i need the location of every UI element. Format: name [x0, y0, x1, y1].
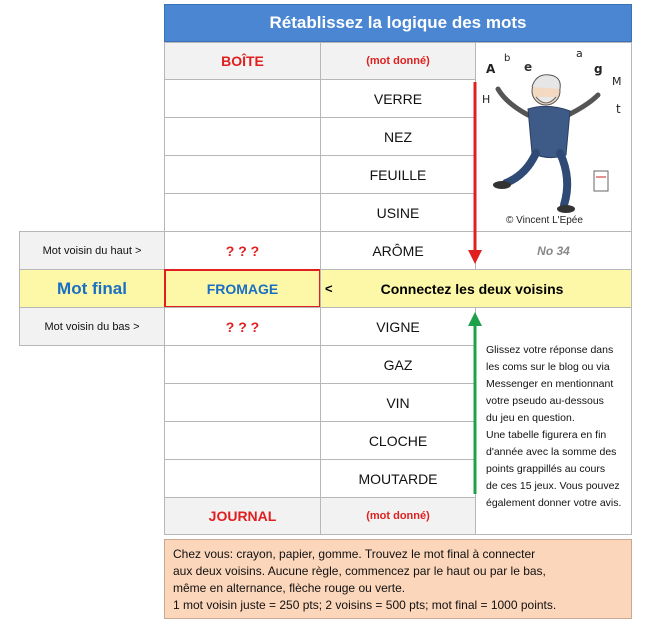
- info-line: Une tabelle figurera en fin: [486, 429, 607, 441]
- upper-neighbor-label: Mot voisin du haut >: [42, 244, 142, 257]
- upper-neighbor-unknown: ? ? ?: [225, 242, 260, 259]
- connect-instruction: Connectez les deux voisins: [380, 280, 564, 297]
- red-down-arrow-icon: [468, 82, 482, 264]
- green-up-arrow-icon: [468, 312, 482, 494]
- svg-text:t: t: [616, 102, 621, 116]
- svg-text:b: b: [504, 53, 511, 64]
- puzzle-number: No 34: [537, 243, 570, 258]
- instruction-line: aux deux voisins. Aucune règle, commencez par le haut ou par le bas,: [173, 564, 546, 578]
- svg-text:A: A: [486, 62, 496, 76]
- illustration-credit: © Vincent L'Epée: [506, 215, 583, 226]
- lower-word-5: MOUTARDE: [358, 470, 438, 487]
- upper-word-1: VERRE: [373, 90, 423, 107]
- lower-word-1: VIGNE: [376, 318, 420, 335]
- info-line: du jeu en question.: [486, 412, 575, 424]
- final-answer: FROMAGE: [206, 280, 279, 297]
- lower-neighbor-label: Mot voisin du bas >: [44, 320, 140, 333]
- instruction-line: 1 mot voisin juste = 250 pts; 2 voisins = 500 pts; mot final = 1000 points.: [173, 598, 557, 612]
- lower-word-2: GAZ: [383, 356, 413, 373]
- lower-word-4: CLOCHE: [368, 432, 428, 449]
- info-line: les coms sur le blog ou via: [486, 361, 610, 373]
- info-line: points grappillés au cours: [486, 463, 606, 475]
- lower-word-3: VIN: [386, 394, 410, 411]
- upper-word-4: USINE: [376, 204, 420, 221]
- svg-text:e: e: [524, 60, 533, 74]
- bottom-given-note: (mot donné): [366, 510, 430, 522]
- upper-word-3: FEUILLE: [369, 166, 427, 183]
- svg-text:H: H: [482, 93, 491, 106]
- lower-neighbor-unknown: ? ? ?: [225, 318, 260, 335]
- info-line: Messenger en mentionnant: [486, 378, 614, 390]
- instruction-line: Chez vous: crayon, papier, gomme. Trouvez le mot final à connecter: [173, 547, 536, 561]
- svg-text:M: M: [612, 75, 622, 88]
- info-line: de ces 15 jeux. Vous pouvez: [486, 480, 620, 492]
- instructions-box: [164, 539, 632, 619]
- info-line: d'année avec la somme des: [486, 446, 617, 458]
- info-line: votre pseudo au-dessous: [486, 395, 604, 407]
- bottom-given-word: JOURNAL: [208, 508, 277, 524]
- top-given-word: BOÎTE: [221, 53, 264, 69]
- svg-text:a: a: [576, 47, 583, 60]
- svg-text:g: g: [594, 62, 603, 76]
- final-label: Mot final: [57, 278, 127, 298]
- page-title: Rétablissez la logique des mots: [164, 4, 632, 42]
- upper-word-2: NEZ: [384, 128, 412, 145]
- connect-arrow: <: [325, 281, 333, 296]
- instruction-line: même en alternance, flèche rouge ou verte.: [173, 581, 406, 595]
- info-line: également donner votre avis.: [486, 497, 622, 509]
- upper-word-5: ARÔME: [372, 242, 424, 259]
- info-line: Glissez votre réponse dans: [486, 344, 614, 356]
- top-given-note: (mot donné): [366, 55, 430, 67]
